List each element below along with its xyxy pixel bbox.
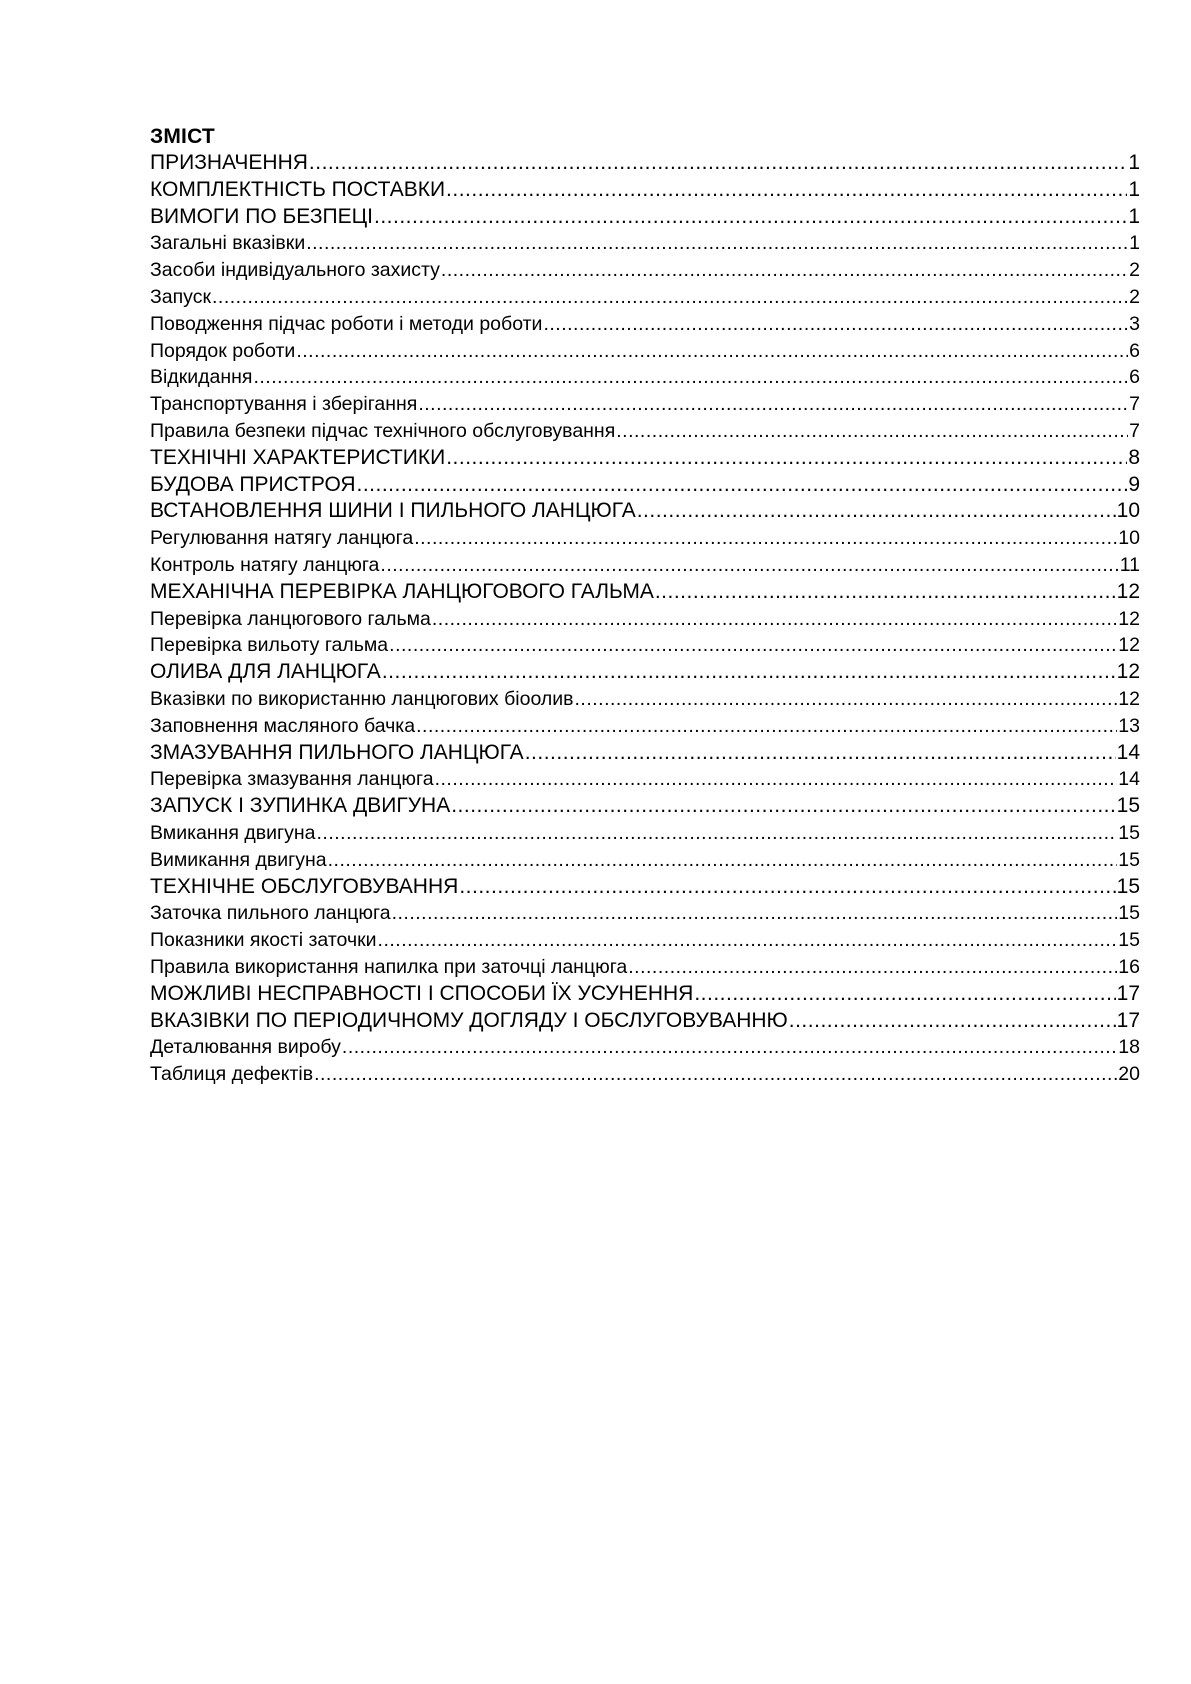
toc-entry-label: Вказівки по використанню ланцюгових біоолив	[150, 687, 574, 710]
toc-entry-page-number: 6	[1129, 339, 1140, 362]
toc-entry-label: Заповнення масляного бачка	[150, 714, 416, 737]
toc-entry	[150, 632, 1140, 659]
toc-dot-leader	[446, 445, 1127, 472]
toc-entry	[150, 552, 1140, 579]
toc-entry-label: Деталювання виробу	[150, 1036, 341, 1059]
toc-entry	[150, 766, 1140, 793]
toc-entry-label: Таблиця дефектів	[150, 1063, 314, 1086]
toc-entry	[150, 793, 1140, 820]
toc-entry-page-number: 12	[1118, 687, 1140, 710]
toc-entry-page-number: 12	[1118, 607, 1140, 630]
toc-entry-label: Заточка пильного ланцюга	[150, 902, 391, 925]
toc-entry-page-number: 15	[1116, 874, 1140, 898]
toc-entry-page-number: 12	[1116, 579, 1140, 603]
toc-entry-label: ПРИЗНАЧЕННЯ	[150, 151, 308, 174]
toc-dot-leader	[342, 1034, 1117, 1061]
toc-entry-label: Вимикання двигуна	[150, 848, 327, 871]
toc-dot-leader	[446, 177, 1127, 204]
toc-dot-leader	[637, 498, 1116, 525]
toc-dot-leader	[382, 659, 1116, 686]
toc-dot-leader	[253, 364, 1128, 391]
toc-entry	[150, 820, 1140, 847]
toc-entry-page-number: 1	[1128, 177, 1140, 201]
toc-entry-label: МОЖЛИВІ НЕСПРАВНОСТІ І СПОСОБИ ЇХ УСУНЕННЯ	[150, 981, 694, 1005]
toc-dot-leader	[309, 150, 1127, 177]
toc-entry-page-number: 2	[1129, 285, 1140, 308]
toc-entry-label: КОМПЛЕКТНІСТЬ ПОСТАВКИ	[150, 177, 446, 201]
toc-entry-label: Правила безпеки підчас технічного обслуговування	[150, 419, 616, 442]
toc-entry	[150, 311, 1140, 338]
toc-entry	[150, 338, 1140, 365]
toc-entry-label: БУДОВА ПРИСТРОЯ	[150, 472, 356, 496]
toc-entry	[150, 981, 1140, 1008]
toc-entry	[150, 1061, 1140, 1088]
toc-entry-page-number: 18	[1118, 1036, 1140, 1059]
toc-dot-leader	[655, 579, 1116, 606]
toc-entry-label: ТЕХНІЧНІ ХАРАКТЕРИСТИКИ	[150, 445, 446, 469]
toc-entry-label: Регулювання натягу ланцюга	[150, 527, 414, 550]
toc-dot-leader	[435, 766, 1118, 793]
toc-entry-page-number: 14	[1118, 768, 1140, 791]
toc-entry	[150, 525, 1140, 552]
toc-dot-leader	[328, 847, 1118, 874]
toc-entry-page-number: 10	[1118, 527, 1140, 550]
toc-entry-label: Поводження підчас роботи і методи роботи	[150, 312, 543, 335]
toc-entry	[150, 900, 1140, 927]
toc-dot-leader	[418, 391, 1128, 418]
toc-entry-page-number: 9	[1128, 472, 1140, 496]
toc-entry-page-number: 10	[1116, 499, 1140, 523]
toc-entry-page-number: 15	[1118, 848, 1140, 871]
toc-entry-label: Засоби індивідуального захисту	[150, 259, 440, 282]
toc-entry	[150, 230, 1140, 257]
toc-entry-label: Вмикання двигуна	[150, 821, 316, 844]
toc-entry-label: Відкидання	[150, 366, 253, 389]
toc-entry-page-number: 15	[1118, 902, 1140, 925]
toc-entry	[150, 177, 1140, 204]
toc-entry-page-number: 7	[1129, 393, 1140, 416]
toc-entry	[150, 927, 1140, 954]
toc-dot-leader	[616, 418, 1128, 445]
table-of-contents	[150, 124, 1140, 1088]
toc-dot-leader	[314, 1061, 1117, 1088]
toc-dot-leader	[628, 954, 1117, 981]
toc-entry	[150, 472, 1140, 499]
toc-entry-label: ВКАЗІВКИ ПО ПЕРІОДИЧНОМУ ДОГЛЯДУ І ОБСЛУГОВУВАННЮ	[150, 1008, 788, 1032]
toc-entry-page-number: 17	[1116, 981, 1140, 1005]
toc-entry-page-number: 1	[1128, 151, 1140, 174]
toc-dot-leader	[451, 793, 1115, 820]
toc-entry-page-number: 17	[1116, 1008, 1140, 1032]
toc-entry	[150, 1008, 1140, 1035]
toc-title: ЗМІСТ	[150, 125, 215, 148]
toc-entry	[150, 954, 1140, 981]
toc-entry-label: Запуск	[150, 285, 211, 308]
toc-dot-leader	[543, 311, 1128, 338]
toc-entry	[150, 686, 1140, 713]
toc-dot-leader	[575, 686, 1118, 713]
toc-entry	[150, 847, 1140, 874]
toc-entry	[150, 713, 1140, 740]
toc-dot-leader	[441, 257, 1128, 284]
toc-entry-page-number: 12	[1116, 660, 1140, 684]
toc-entry	[150, 418, 1140, 445]
toc-entry-page-number: 15	[1118, 929, 1140, 952]
toc-entry-label: ЗАПУСК І ЗУПИНКА ДВИГУНА	[150, 794, 451, 818]
toc-entry-label: ТЕХНІЧНЕ ОБСЛУГОВУВАННЯ	[150, 874, 459, 898]
toc-entry	[150, 1034, 1140, 1061]
toc-entry	[150, 659, 1140, 686]
toc-entry-label: Показники якості заточки	[150, 929, 377, 952]
toc-entry	[150, 579, 1140, 606]
toc-entry-page-number: 16	[1118, 955, 1140, 978]
toc-dot-leader	[525, 740, 1116, 767]
toc-dot-leader	[789, 1008, 1116, 1035]
toc-entry-label: МЕХАНІЧНА ПЕРЕВІРКА ЛАНЦЮГОВОГО ГАЛЬМА	[150, 579, 654, 603]
toc-entry-page-number: 12	[1118, 634, 1140, 657]
toc-entry-page-number: 2	[1129, 259, 1140, 282]
toc-entry	[150, 498, 1140, 525]
toc-entry	[150, 150, 1140, 177]
toc-dot-leader	[317, 820, 1118, 847]
toc-dot-leader	[389, 632, 1117, 659]
toc-list	[150, 150, 1140, 1088]
toc-dot-leader	[392, 900, 1118, 927]
toc-entry	[150, 740, 1140, 767]
toc-dot-leader	[212, 284, 1128, 311]
toc-entry-page-number: 15	[1116, 794, 1140, 818]
toc-dot-leader	[380, 552, 1118, 579]
toc-entry-label: ОЛИВА ДЛЯ ЛАНЦЮГА	[150, 660, 381, 684]
toc-entry-label: ЗМАЗУВАННЯ ПИЛЬНОГО ЛАНЦЮГА	[150, 740, 524, 764]
toc-entry-page-number: 20	[1118, 1063, 1140, 1086]
toc-dot-leader	[374, 204, 1127, 231]
toc-entry-label: ВИМОГИ ПО БЕЗПЕЦІ	[150, 204, 373, 228]
toc-entry-page-number: 13	[1118, 714, 1140, 737]
toc-dot-leader	[416, 713, 1117, 740]
toc-dot-leader	[296, 338, 1128, 365]
toc-dot-leader	[356, 472, 1127, 499]
toc-entry	[150, 284, 1140, 311]
toc-entry-label: Порядок роботи	[150, 339, 296, 362]
toc-entry-page-number: 14	[1116, 740, 1140, 764]
toc-entry-label: Перевірка змазування ланцюга	[150, 768, 434, 791]
toc-entry	[150, 364, 1140, 391]
toc-entry-label: Транспортування і зберігання	[150, 393, 418, 416]
toc-entry-page-number: 1	[1128, 204, 1140, 228]
toc-entry-label: ВСТАНОВЛЕННЯ ШИНИ І ПИЛЬНОГО ЛАНЦЮГА	[150, 499, 636, 523]
toc-entry	[150, 257, 1140, 284]
toc-entry-label: Перевірка ланцюгового гальма	[150, 607, 431, 630]
toc-entry-label: Правила використання напилка при заточці ланцюга	[150, 955, 628, 978]
toc-dot-leader	[459, 874, 1115, 901]
toc-entry-label: Перевірка вильоту гальма	[150, 634, 389, 657]
toc-dot-leader	[432, 606, 1117, 633]
toc-entry-page-number: 15	[1118, 821, 1140, 844]
toc-entry-page-number: 6	[1129, 366, 1140, 389]
toc-entry	[150, 391, 1140, 418]
toc-dot-leader	[414, 525, 1117, 552]
toc-entry-page-number: 7	[1129, 419, 1140, 442]
toc-dot-leader	[306, 230, 1128, 257]
toc-entry	[150, 874, 1140, 901]
toc-dot-leader	[378, 927, 1118, 954]
toc-entry-page-number: 3	[1129, 312, 1140, 335]
toc-entry-page-number: 1	[1129, 232, 1140, 255]
toc-entry-page-number: 11	[1119, 553, 1140, 576]
toc-entry-page-number: 8	[1128, 445, 1140, 469]
toc-entry-label: Контроль натягу ланцюга	[150, 553, 380, 576]
toc-entry	[150, 445, 1140, 472]
toc-entry	[150, 204, 1140, 231]
toc-entry	[150, 606, 1140, 633]
toc-dot-leader	[694, 981, 1115, 1008]
toc-entry-label: Загальні вказівки	[150, 232, 306, 255]
